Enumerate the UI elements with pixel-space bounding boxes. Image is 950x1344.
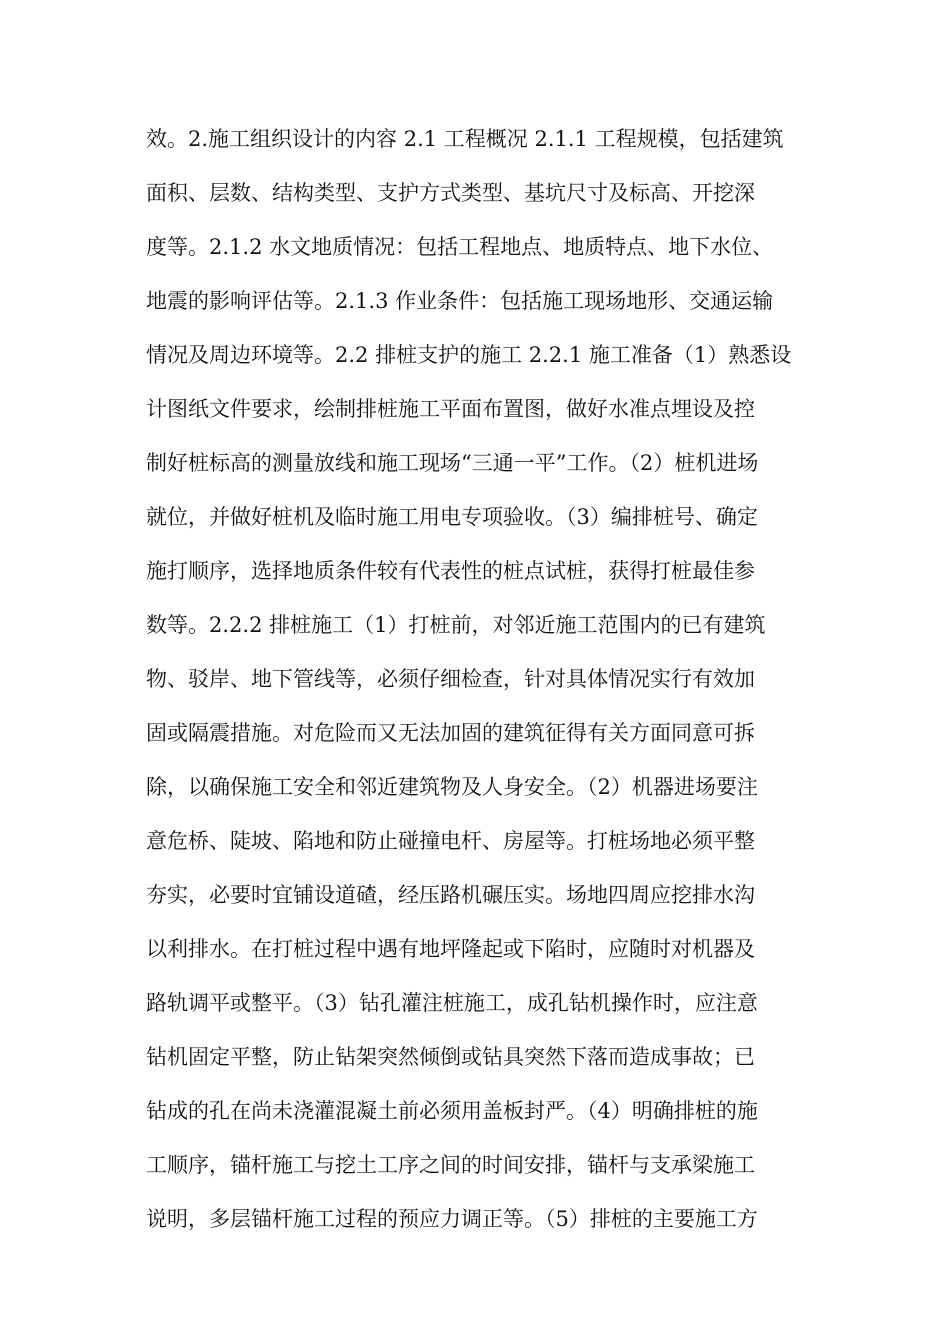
text-line-11: 物、驳岸、地下管线等，必须仔细检查，针对具体情况实行有效加 — [146, 667, 755, 691]
text-line-1: 效。2.施工组织设计的内容 2.1 工程概况 2.1.1 工程规模，包括建筑 — [146, 127, 784, 151]
text-line-9: 施打顺序，选择地质条件较有代表性的桩点试桩，获得打桩最佳参 — [146, 559, 755, 583]
text-line-20: 工顺序，锚杆施工与挖土工序之间的时间安排，锚杆与支承梁施工 — [146, 1153, 755, 1177]
text-line-5: 情况及周边环境等。2.2 排桩支护的施工 2.2.1 施工准备（1）熟悉设 — [146, 343, 792, 367]
text-line-17: 路轨调平或整平。（3）钻孔灌注桩施工，成孔钻机操作时，应注意 — [146, 991, 758, 1015]
text-line-13: 除，以确保施工安全和邻近建筑物及人身安全。（2）机器进场要注 — [146, 775, 758, 799]
text-line-19: 钻成的孔在尚未浇灌混凝土前必须用盖板封严。（4）明确排桩的施 — [146, 1099, 758, 1123]
text-line-4: 地震的影响评估等。2.1.3 作业条件：包括施工现场地形、交通运输 — [146, 289, 774, 313]
text-line-3: 度等。2.1.2 水文地质情况：包括工程地点、地质特点、地下水位、 — [146, 235, 774, 259]
text-line-21: 说明，多层锚杆施工过程的预应力调正等。（5）排桩的主要施工方 — [146, 1207, 758, 1231]
text-line-10: 数等。2.2.2 排桩施工（1）打桩前，对邻近施工范围内的已有建筑 — [146, 613, 766, 637]
text-line-15: 夯实，必要时宜铺设道碴，经压路机碾压实。场地四周应挖排水沟 — [146, 883, 755, 907]
text-line-2: 面积、层数、结构类型、支护方式类型、基坑尺寸及标高、开挖深 — [146, 181, 755, 205]
text-line-7: 制好桩标高的测量放线和施工现场“三通一平”工作。（2）桩机进场 — [146, 451, 759, 475]
text-line-8: 就位，并做好桩机及临时施工用电专项验收。（3）编排桩号、确定 — [146, 505, 758, 529]
text-line-16: 以利排水。在打桩过程中遇有地坪隆起或下陷时，应随时对机器及 — [146, 937, 755, 961]
text-line-14: 意危桥、陡坡、陷地和防止碰撞电杆、房屋等。打桩场地必须平整 — [146, 829, 755, 853]
body-text — [146, 112, 826, 1246]
text-line-18: 钻机固定平整，防止钻架突然倾倒或钻具突然下落而造成事故；已 — [146, 1045, 755, 1069]
text-line-12: 固或隔震措施。对危险而又无法加固的建筑征得有关方面同意可拆 — [146, 721, 755, 745]
text-line-6: 计图纸文件要求，绘制排桩施工平面布置图，做好水准点埋设及控 — [146, 397, 755, 421]
